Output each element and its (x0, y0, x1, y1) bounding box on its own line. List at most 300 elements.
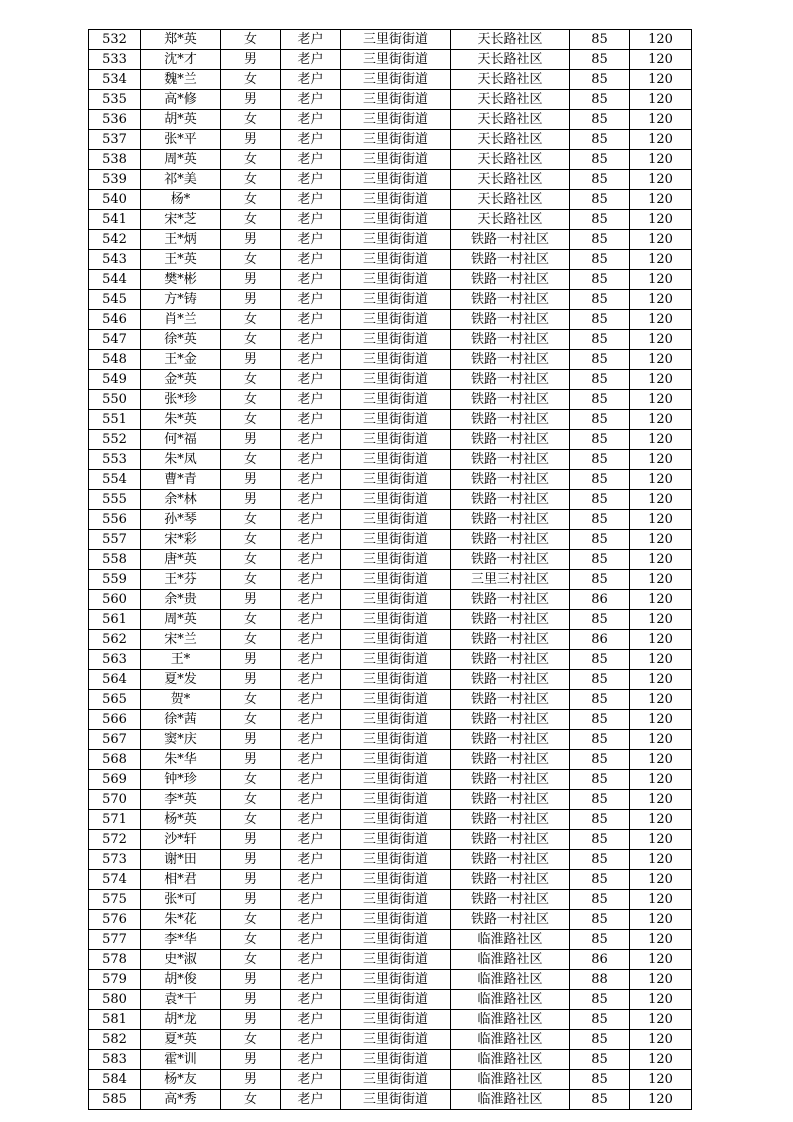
cell-gender: 男 (221, 670, 281, 690)
cell-community: 临淮路社区 (451, 930, 570, 950)
table-row (89, 410, 692, 430)
table-row (89, 850, 692, 870)
cell-age: 85 (570, 1050, 630, 1070)
cell-no: 577 (89, 930, 141, 950)
cell-type: 老户 (281, 30, 341, 50)
cell-age: 85 (570, 550, 630, 570)
cell-amount: 120 (630, 1070, 692, 1090)
cell-age: 85 (570, 270, 630, 290)
cell-type: 老户 (281, 1070, 341, 1090)
cell-street: 三里街街道 (341, 190, 451, 210)
cell-age: 85 (570, 570, 630, 590)
cell-name: 孙*琴 (141, 510, 221, 530)
cell-street: 三里街街道 (341, 290, 451, 310)
cell-name: 夏*发 (141, 670, 221, 690)
cell-street: 三里街街道 (341, 530, 451, 550)
table-row (89, 450, 692, 470)
cell-name: 樊*彬 (141, 270, 221, 290)
table-row (89, 1090, 692, 1110)
cell-gender: 女 (221, 170, 281, 190)
cell-type: 老户 (281, 210, 341, 230)
cell-community: 天长路社区 (451, 50, 570, 70)
cell-age: 85 (570, 150, 630, 170)
cell-street: 三里街街道 (341, 170, 451, 190)
cell-no: 559 (89, 570, 141, 590)
cell-no: 547 (89, 330, 141, 350)
cell-type: 老户 (281, 230, 341, 250)
cell-name: 沈*才 (141, 50, 221, 70)
cell-type: 老户 (281, 990, 341, 1010)
table-row (89, 530, 692, 550)
cell-amount: 120 (630, 470, 692, 490)
cell-age: 85 (570, 1070, 630, 1090)
cell-age: 85 (570, 290, 630, 310)
cell-street: 三里街街道 (341, 890, 451, 910)
cell-street: 三里街街道 (341, 910, 451, 930)
cell-street: 三里街街道 (341, 770, 451, 790)
cell-community: 铁路一村社区 (451, 490, 570, 510)
cell-type: 老户 (281, 750, 341, 770)
cell-age: 85 (570, 850, 630, 870)
cell-street: 三里街街道 (341, 1030, 451, 1050)
cell-street: 三里街街道 (341, 1010, 451, 1030)
cell-no: 554 (89, 470, 141, 490)
cell-type: 老户 (281, 1010, 341, 1030)
cell-no: 553 (89, 450, 141, 470)
cell-no: 542 (89, 230, 141, 250)
cell-gender: 女 (221, 630, 281, 650)
cell-name: 宋*彩 (141, 530, 221, 550)
cell-age: 85 (570, 170, 630, 190)
cell-no: 555 (89, 490, 141, 510)
cell-amount: 120 (630, 890, 692, 910)
cell-street: 三里街街道 (341, 630, 451, 650)
cell-no: 574 (89, 870, 141, 890)
cell-no: 532 (89, 30, 141, 50)
cell-street: 三里街街道 (341, 130, 451, 150)
cell-age: 85 (570, 310, 630, 330)
cell-no: 557 (89, 530, 141, 550)
cell-no: 536 (89, 110, 141, 130)
cell-type: 老户 (281, 110, 341, 130)
cell-name: 沙*轩 (141, 830, 221, 850)
cell-gender: 女 (221, 370, 281, 390)
table-row (89, 690, 692, 710)
cell-age: 85 (570, 190, 630, 210)
cell-street: 三里街街道 (341, 270, 451, 290)
cell-age: 85 (570, 670, 630, 690)
cell-street: 三里街街道 (341, 350, 451, 370)
cell-type: 老户 (281, 130, 341, 150)
cell-community: 铁路一村社区 (451, 410, 570, 430)
cell-name: 胡*英 (141, 110, 221, 130)
cell-street: 三里街街道 (341, 870, 451, 890)
cell-amount: 120 (630, 570, 692, 590)
cell-gender: 女 (221, 310, 281, 330)
cell-type: 老户 (281, 470, 341, 490)
cell-name: 王*炳 (141, 230, 221, 250)
cell-street: 三里街街道 (341, 590, 451, 610)
cell-gender: 男 (221, 1050, 281, 1070)
cell-type: 老户 (281, 150, 341, 170)
cell-name: 钟*珍 (141, 770, 221, 790)
cell-amount: 120 (630, 530, 692, 550)
cell-street: 三里街街道 (341, 790, 451, 810)
table-row (89, 810, 692, 830)
subsidy-roster-table (88, 29, 692, 1110)
cell-street: 三里街街道 (341, 850, 451, 870)
cell-no: 546 (89, 310, 141, 330)
cell-amount: 120 (630, 70, 692, 90)
cell-no: 585 (89, 1090, 141, 1110)
cell-age: 85 (570, 90, 630, 110)
cell-no: 545 (89, 290, 141, 310)
cell-type: 老户 (281, 630, 341, 650)
cell-gender: 女 (221, 570, 281, 590)
cell-community: 天长路社区 (451, 150, 570, 170)
cell-street: 三里街街道 (341, 370, 451, 390)
cell-type: 老户 (281, 70, 341, 90)
cell-community: 铁路一村社区 (451, 250, 570, 270)
cell-no: 561 (89, 610, 141, 630)
cell-street: 三里街街道 (341, 570, 451, 590)
cell-no: 579 (89, 970, 141, 990)
cell-amount: 120 (630, 770, 692, 790)
table-row (89, 190, 692, 210)
table-row (89, 1010, 692, 1030)
cell-gender: 男 (221, 730, 281, 750)
cell-no: 556 (89, 510, 141, 530)
cell-name: 朱*英 (141, 410, 221, 430)
cell-no: 576 (89, 910, 141, 930)
cell-type: 老户 (281, 890, 341, 910)
cell-gender: 男 (221, 490, 281, 510)
cell-amount: 120 (630, 670, 692, 690)
cell-age: 86 (570, 950, 630, 970)
cell-street: 三里街街道 (341, 710, 451, 730)
cell-community: 铁路一村社区 (451, 350, 570, 370)
cell-gender: 女 (221, 930, 281, 950)
cell-amount: 120 (630, 1050, 692, 1070)
cell-amount: 120 (630, 850, 692, 870)
cell-type: 老户 (281, 590, 341, 610)
cell-no: 543 (89, 250, 141, 270)
cell-age: 85 (570, 530, 630, 550)
cell-name: 朱*华 (141, 750, 221, 770)
cell-no: 549 (89, 370, 141, 390)
cell-no: 538 (89, 150, 141, 170)
cell-community: 铁路一村社区 (451, 330, 570, 350)
cell-amount: 120 (630, 810, 692, 830)
cell-amount: 120 (630, 490, 692, 510)
cell-gender: 男 (221, 750, 281, 770)
cell-community: 天长路社区 (451, 90, 570, 110)
cell-amount: 120 (630, 950, 692, 970)
cell-no: 570 (89, 790, 141, 810)
cell-gender: 女 (221, 530, 281, 550)
cell-community: 临淮路社区 (451, 1070, 570, 1090)
cell-age: 86 (570, 590, 630, 610)
table-row (89, 370, 692, 390)
cell-gender: 男 (221, 830, 281, 850)
cell-community: 天长路社区 (451, 70, 570, 90)
cell-gender: 女 (221, 330, 281, 350)
cell-gender: 女 (221, 690, 281, 710)
cell-type: 老户 (281, 770, 341, 790)
cell-amount: 120 (630, 250, 692, 270)
cell-community: 铁路一村社区 (451, 290, 570, 310)
cell-type: 老户 (281, 870, 341, 890)
cell-no: 571 (89, 810, 141, 830)
cell-name: 霍*训 (141, 1050, 221, 1070)
cell-community: 铁路一村社区 (451, 830, 570, 850)
cell-name: 何*福 (141, 430, 221, 450)
cell-name: 王*金 (141, 350, 221, 370)
cell-gender: 女 (221, 390, 281, 410)
cell-type: 老户 (281, 310, 341, 330)
cell-community: 铁路一村社区 (451, 610, 570, 630)
cell-community: 天长路社区 (451, 170, 570, 190)
cell-community: 临淮路社区 (451, 1010, 570, 1030)
cell-age: 85 (570, 1030, 630, 1050)
cell-age: 85 (570, 890, 630, 910)
cell-age: 86 (570, 630, 630, 650)
cell-age: 85 (570, 450, 630, 470)
cell-no: 582 (89, 1030, 141, 1050)
cell-street: 三里街街道 (341, 310, 451, 330)
cell-amount: 120 (630, 190, 692, 210)
table-row (89, 570, 692, 590)
cell-type: 老户 (281, 910, 341, 930)
cell-community: 铁路一村社区 (451, 690, 570, 710)
cell-age: 85 (570, 750, 630, 770)
cell-street: 三里街街道 (341, 650, 451, 670)
cell-type: 老户 (281, 430, 341, 450)
table-row (89, 50, 692, 70)
cell-age: 85 (570, 70, 630, 90)
table-row (89, 330, 692, 350)
cell-name: 王*芬 (141, 570, 221, 590)
cell-street: 三里街街道 (341, 1070, 451, 1090)
cell-amount: 120 (630, 710, 692, 730)
cell-street: 三里街街道 (341, 950, 451, 970)
cell-type: 老户 (281, 810, 341, 830)
cell-name: 张*可 (141, 890, 221, 910)
cell-name: 周*英 (141, 150, 221, 170)
cell-age: 85 (570, 710, 630, 730)
cell-age: 85 (570, 370, 630, 390)
cell-community: 铁路一村社区 (451, 750, 570, 770)
cell-age: 85 (570, 730, 630, 750)
cell-amount: 120 (630, 410, 692, 430)
cell-age: 85 (570, 610, 630, 630)
cell-street: 三里街街道 (341, 410, 451, 430)
cell-age: 85 (570, 390, 630, 410)
cell-street: 三里街街道 (341, 810, 451, 830)
cell-community: 天长路社区 (451, 190, 570, 210)
cell-age: 85 (570, 830, 630, 850)
cell-age: 85 (570, 410, 630, 430)
cell-amount: 120 (630, 270, 692, 290)
cell-community: 临淮路社区 (451, 970, 570, 990)
table-row (89, 730, 692, 750)
cell-amount: 120 (630, 970, 692, 990)
cell-no: 539 (89, 170, 141, 190)
cell-amount: 120 (630, 30, 692, 50)
cell-gender: 女 (221, 710, 281, 730)
cell-street: 三里街街道 (341, 390, 451, 410)
cell-community: 铁路一村社区 (451, 890, 570, 910)
cell-street: 三里街街道 (341, 210, 451, 230)
cell-street: 三里街街道 (341, 230, 451, 250)
cell-type: 老户 (281, 570, 341, 590)
cell-type: 老户 (281, 830, 341, 850)
cell-gender: 男 (221, 590, 281, 610)
cell-community: 铁路一村社区 (451, 790, 570, 810)
cell-street: 三里街街道 (341, 430, 451, 450)
cell-no: 568 (89, 750, 141, 770)
cell-name: 唐*英 (141, 550, 221, 570)
cell-age: 88 (570, 970, 630, 990)
cell-name: 史*淑 (141, 950, 221, 970)
cell-street: 三里街街道 (341, 670, 451, 690)
cell-gender: 男 (221, 350, 281, 370)
table-row (89, 270, 692, 290)
table-body (89, 30, 692, 1110)
cell-gender: 男 (221, 970, 281, 990)
cell-community: 临淮路社区 (451, 1090, 570, 1110)
cell-age: 85 (570, 430, 630, 450)
cell-gender: 女 (221, 950, 281, 970)
cell-no: 562 (89, 630, 141, 650)
cell-name: 谢*田 (141, 850, 221, 870)
cell-community: 铁路一村社区 (451, 230, 570, 250)
table-row (89, 970, 692, 990)
table-row (89, 490, 692, 510)
cell-name: 胡*龙 (141, 1010, 221, 1030)
cell-age: 85 (570, 810, 630, 830)
cell-amount: 120 (630, 1090, 692, 1110)
cell-community: 铁路一村社区 (451, 390, 570, 410)
cell-no: 583 (89, 1050, 141, 1070)
cell-street: 三里街街道 (341, 250, 451, 270)
table-row (89, 790, 692, 810)
cell-amount: 120 (630, 430, 692, 450)
cell-amount: 120 (630, 50, 692, 70)
cell-no: 572 (89, 830, 141, 850)
cell-name: 贺* (141, 690, 221, 710)
cell-amount: 120 (630, 730, 692, 750)
table-row (89, 910, 692, 930)
cell-gender: 女 (221, 610, 281, 630)
cell-street: 三里街街道 (341, 490, 451, 510)
table-row (89, 610, 692, 630)
cell-amount: 120 (630, 90, 692, 110)
cell-type: 老户 (281, 330, 341, 350)
cell-amount: 120 (630, 870, 692, 890)
table-row (89, 230, 692, 250)
cell-no: 581 (89, 1010, 141, 1030)
cell-gender: 女 (221, 110, 281, 130)
table-row (89, 110, 692, 130)
cell-name: 高*秀 (141, 1090, 221, 1110)
cell-name: 余*贵 (141, 590, 221, 610)
cell-no: 564 (89, 670, 141, 690)
cell-type: 老户 (281, 270, 341, 290)
cell-no: 537 (89, 130, 141, 150)
cell-community: 铁路一村社区 (451, 630, 570, 650)
cell-community: 临淮路社区 (451, 1030, 570, 1050)
cell-gender: 女 (221, 770, 281, 790)
cell-gender: 女 (221, 810, 281, 830)
cell-name: 杨*英 (141, 810, 221, 830)
cell-age: 85 (570, 770, 630, 790)
cell-street: 三里街街道 (341, 150, 451, 170)
cell-amount: 120 (630, 910, 692, 930)
cell-gender: 男 (221, 230, 281, 250)
cell-name: 窦*庆 (141, 730, 221, 750)
cell-name: 张*平 (141, 130, 221, 150)
cell-gender: 男 (221, 270, 281, 290)
cell-gender: 女 (221, 30, 281, 50)
cell-community: 铁路一村社区 (451, 550, 570, 570)
cell-amount: 120 (630, 650, 692, 670)
cell-street: 三里街街道 (341, 830, 451, 850)
cell-amount: 120 (630, 930, 692, 950)
table-row (89, 1050, 692, 1070)
cell-street: 三里街街道 (341, 730, 451, 750)
cell-type: 老户 (281, 930, 341, 950)
cell-name: 李*华 (141, 930, 221, 950)
cell-type: 老户 (281, 970, 341, 990)
cell-no: 573 (89, 850, 141, 870)
cell-gender: 女 (221, 190, 281, 210)
cell-amount: 120 (630, 170, 692, 190)
cell-community: 铁路一村社区 (451, 870, 570, 890)
cell-no: 580 (89, 990, 141, 1010)
table-row (89, 930, 692, 950)
table-row (89, 550, 692, 570)
cell-amount: 120 (630, 110, 692, 130)
table-row (89, 430, 692, 450)
cell-gender: 男 (221, 850, 281, 870)
cell-age: 85 (570, 470, 630, 490)
cell-name: 相*君 (141, 870, 221, 890)
cell-no: 551 (89, 410, 141, 430)
cell-type: 老户 (281, 510, 341, 530)
cell-amount: 120 (630, 750, 692, 770)
cell-community: 铁路一村社区 (451, 670, 570, 690)
cell-type: 老户 (281, 710, 341, 730)
cell-amount: 120 (630, 230, 692, 250)
table-row (89, 830, 692, 850)
cell-age: 85 (570, 110, 630, 130)
cell-name: 高*修 (141, 90, 221, 110)
table-row (89, 710, 692, 730)
cell-type: 老户 (281, 410, 341, 430)
cell-street: 三里街街道 (341, 1090, 451, 1110)
cell-name: 杨* (141, 190, 221, 210)
cell-community: 铁路一村社区 (451, 310, 570, 330)
cell-no: 584 (89, 1070, 141, 1090)
cell-street: 三里街街道 (341, 70, 451, 90)
cell-community: 天长路社区 (451, 30, 570, 50)
cell-street: 三里街街道 (341, 970, 451, 990)
table-row (89, 990, 692, 1010)
cell-community: 铁路一村社区 (451, 730, 570, 750)
cell-age: 85 (570, 1090, 630, 1110)
cell-gender: 女 (221, 510, 281, 530)
